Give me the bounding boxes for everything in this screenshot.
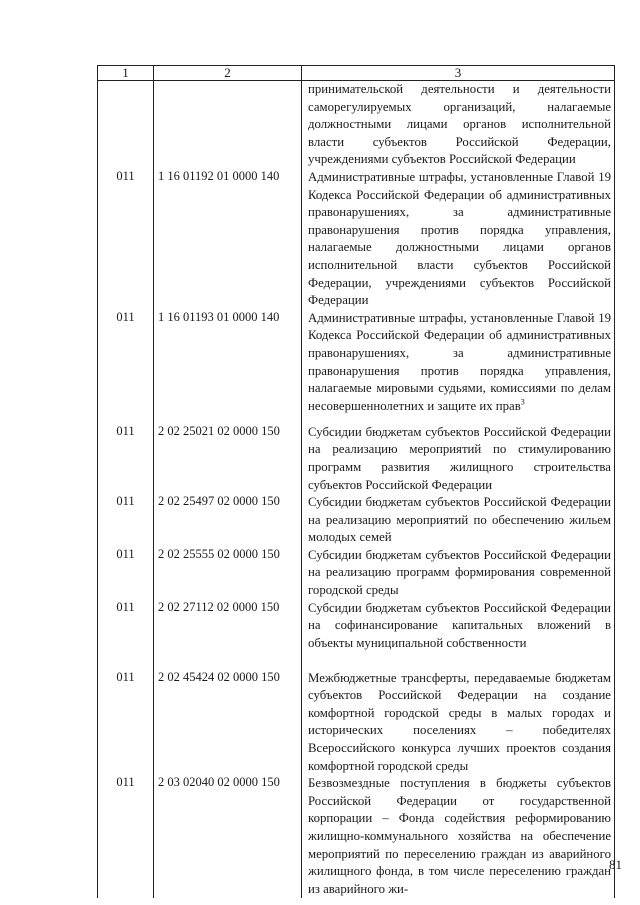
description: [302, 310, 615, 424]
admin-code: [98, 81, 154, 169]
budget-code: 2 02 27112 02 0000 150: [154, 600, 302, 670]
admin-code: 011: [98, 547, 154, 600]
table-row: [98, 775, 615, 898]
description: принимательской деятельности и деятельности саморегулируемых организаций, налагаемые должностными лицами органов исполнительной власти субъектов Российской Федерации, учреждениями субъектов Российской Федерации: [302, 81, 615, 169]
table-row: [98, 547, 615, 600]
budget-code: 1 16 01193 01 0000 140: [154, 310, 302, 424]
description-text: Административные штрафы, установленные Главой 19 Кодекса Российской Федерации об административных правонарушениях, за административные правонарушения против порядка управления, налагаемые мировыми судьями, комиссиями по делам несовершеннолетних и защите их прав: [308, 310, 611, 413]
description: Субсидии бюджетам субъектов Российской Федерации на реализацию мероприятий по обеспечению жильем молодых семей: [302, 494, 615, 547]
description: Межбюджетные трансферты, передаваемые бюджетам субъектов Российской Федерации на создание комфортной городской среды в малых городах и исторических поселениях – победителях Всероссийского конкурса лучших проектов создания комфортной городской среды: [302, 670, 615, 776]
header-col-3: 3: [302, 66, 615, 81]
description: Субсидии бюджетам субъектов Российской Федерации на реализацию мероприятий по стимулированию программ развития жилищного строительства субъектов Российской Федерации: [302, 424, 615, 494]
admin-code: 011: [98, 310, 154, 424]
table-row: [98, 494, 615, 547]
table-row: [98, 600, 615, 670]
table-row: [98, 169, 615, 310]
footnote-mark: 3: [520, 397, 525, 407]
budget-code: 1 16 01192 01 0000 140: [154, 169, 302, 310]
admin-code: 011: [98, 670, 154, 776]
header-row: [98, 66, 615, 81]
admin-code: 011: [98, 424, 154, 494]
page-number: 81: [609, 857, 622, 872]
description: Безвозмездные поступления в бюджеты субъектов Российской Федерации от государственной корпорации – Фонда содействия реформированию жилищно-коммунального хозяйства на обеспечение мероприятий по переселению граждан из аварийного жилищного фонда, в том числе переселению граждан из аварийного жи-: [302, 775, 615, 898]
header-col-1: 1: [98, 66, 154, 81]
budget-code-table: [97, 65, 615, 898]
header-col-2: 2: [154, 66, 302, 81]
table-row: [98, 81, 615, 169]
budget-code: 2 03 02040 02 0000 150: [154, 775, 302, 898]
budget-code: 2 02 25555 02 0000 150: [154, 547, 302, 600]
budget-code: 2 02 25021 02 0000 150: [154, 424, 302, 494]
description: Субсидии бюджетам субъектов Российской Федерации на реализацию программ формирования современной городской среды: [302, 547, 615, 600]
budget-code: 2 02 45424 02 0000 150: [154, 670, 302, 776]
description: Административные штрафы, установленные Главой 19 Кодекса Российской Федерации об административных правонарушениях, за административные правонарушения против порядка управления, налагаемые должностными лицами органов исполнительной власти субъектов Российской Федерации, учреждениями субъектов Российской Федерации: [302, 169, 615, 310]
admin-code: 011: [98, 169, 154, 310]
description: Субсидии бюджетам субъектов Российской Федерации на софинансирование капитальных вложений в объекты муниципальной собственности: [302, 600, 615, 670]
budget-code: [154, 81, 302, 169]
admin-code: 011: [98, 600, 154, 670]
table-row: [98, 424, 615, 494]
table-row: [98, 310, 615, 424]
table-row: [98, 670, 615, 776]
admin-code: 011: [98, 775, 154, 898]
admin-code: 011: [98, 494, 154, 547]
budget-code: 2 02 25497 02 0000 150: [154, 494, 302, 547]
